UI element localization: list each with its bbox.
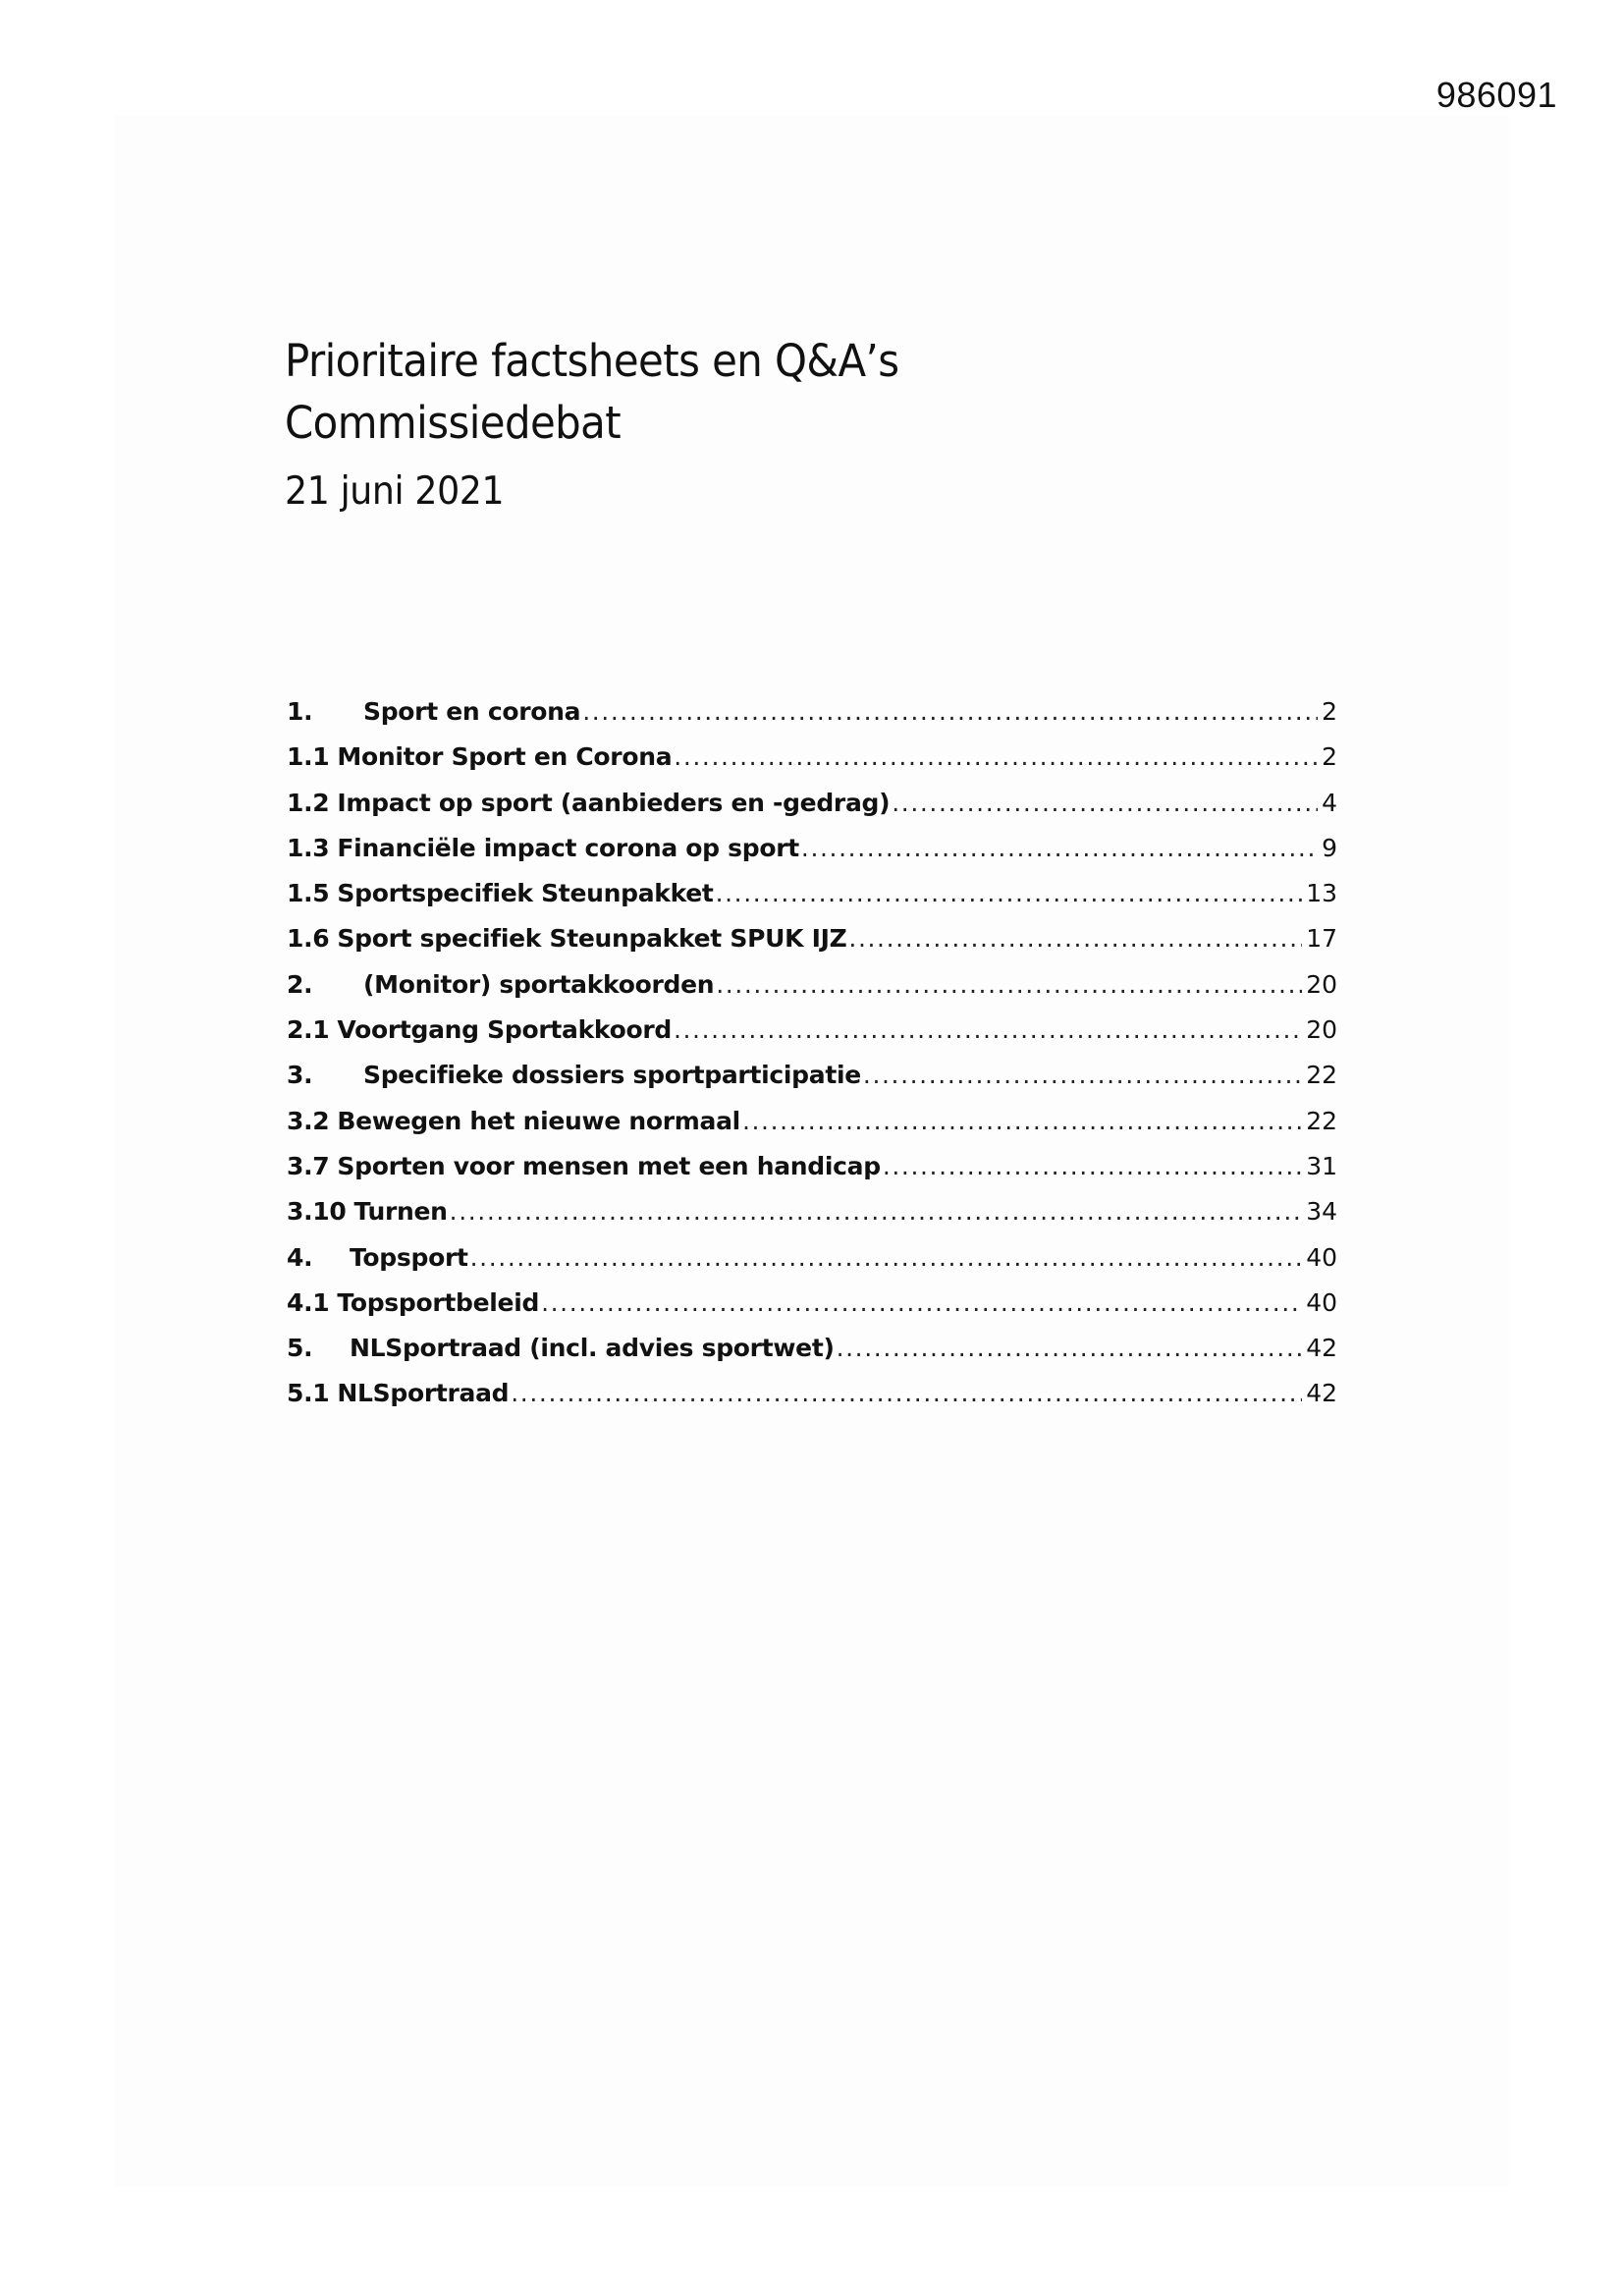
toc-entry-page: 22 xyxy=(1306,1061,1337,1090)
toc-entry-page: 20 xyxy=(1306,969,1337,999)
toc-entry-label: Sport en corona xyxy=(363,697,581,726)
table-of-contents xyxy=(287,689,1337,1417)
toc-entry-number: 3.2 xyxy=(287,1106,330,1135)
toc-entry-number: 1.2 xyxy=(287,788,330,817)
toc-entry-page: 22 xyxy=(1306,1106,1337,1135)
toc-dot-leader xyxy=(863,1053,1302,1098)
toc-dot-leader xyxy=(541,1281,1302,1326)
document-number: 986091 xyxy=(1435,75,1557,115)
toc-entry-page: 4 xyxy=(1322,788,1337,817)
toc-entry-number: 1.6 xyxy=(287,924,330,954)
toc-dot-leader xyxy=(716,871,1303,916)
toc-dot-leader xyxy=(582,689,1318,735)
toc-dot-leader xyxy=(674,1008,1302,1053)
toc-entry-number: 5.1 xyxy=(287,1379,330,1408)
toc-entry-number: 2. xyxy=(287,969,313,999)
toc-dot-leader xyxy=(470,1235,1303,1281)
toc-entry-page: 42 xyxy=(1306,1334,1337,1363)
toc-entry[interactable] xyxy=(287,1189,1337,1234)
toc-entry[interactable] xyxy=(287,1008,1337,1053)
toc-dot-leader xyxy=(716,962,1302,1008)
toc-entry-number: 2.1 xyxy=(287,1015,330,1045)
toc-dot-leader xyxy=(801,826,1318,871)
toc-entry[interactable] xyxy=(287,1099,1337,1144)
toc-entry[interactable] xyxy=(287,1281,1337,1326)
toc-entry-number: 4. xyxy=(287,1242,313,1272)
toc-entry[interactable] xyxy=(287,1371,1337,1416)
toc-dot-leader xyxy=(674,735,1318,780)
toc-entry-page: 40 xyxy=(1306,1242,1337,1272)
toc-entry-number: 1. xyxy=(287,697,313,726)
toc-dot-leader xyxy=(892,781,1318,826)
toc-entry-label: Specifieke dossiers sportparticipatie xyxy=(363,1061,861,1090)
toc-dot-leader xyxy=(848,916,1302,961)
toc-entry-label: Impact op sport (aanbieders en -gedrag) xyxy=(337,788,891,817)
toc-entry[interactable] xyxy=(287,871,1337,916)
toc-entry[interactable] xyxy=(287,962,1337,1008)
toc-entry-label: Turnen xyxy=(353,1197,448,1227)
title-line-2: Commissiedebat xyxy=(285,397,622,449)
toc-entry-page: 42 xyxy=(1306,1379,1337,1408)
toc-entry[interactable] xyxy=(287,916,1337,961)
toc-entry-label: Financiële impact corona op sport xyxy=(337,833,799,862)
toc-entry-page: 31 xyxy=(1306,1151,1337,1180)
toc-entry-page: 17 xyxy=(1306,924,1337,954)
title-block xyxy=(285,330,1267,517)
toc-dot-leader xyxy=(511,1371,1302,1416)
toc-entry-page: 2 xyxy=(1322,742,1337,772)
toc-entry-page: 2 xyxy=(1322,697,1337,726)
toc-entry-number: 1.5 xyxy=(287,879,330,908)
toc-entry-number: 1.1 xyxy=(287,742,330,772)
toc-entry-number: 3.10 xyxy=(287,1197,347,1227)
toc-dot-leader xyxy=(883,1144,1302,1189)
toc-entry-label: Topsport xyxy=(350,1242,468,1272)
title-line-1: Prioritaire factsheets en Q&A’s xyxy=(285,335,899,387)
toc-entry[interactable] xyxy=(287,735,1337,780)
toc-entry-number: 5. xyxy=(287,1334,313,1363)
toc-entry-page: 13 xyxy=(1306,879,1337,908)
toc-entry-label: Bewegen het nieuwe normaal xyxy=(337,1106,740,1135)
toc-entry-number: 3. xyxy=(287,1061,313,1090)
toc-entry-label: NLSportraad xyxy=(337,1379,510,1408)
toc-dot-leader xyxy=(450,1189,1303,1234)
toc-dot-leader xyxy=(837,1326,1303,1371)
toc-entry[interactable] xyxy=(287,1144,1337,1189)
document-date: 21 juni 2021 xyxy=(285,469,505,514)
toc-entry-page: 20 xyxy=(1306,1015,1337,1045)
toc-dot-leader xyxy=(742,1099,1302,1144)
toc-entry[interactable] xyxy=(287,826,1337,871)
document-title xyxy=(285,330,1198,454)
toc-entry-page: 40 xyxy=(1306,1287,1337,1317)
toc-entry[interactable] xyxy=(287,689,1337,735)
toc-entry-label: NLSportraad (incl. advies sportwet) xyxy=(350,1334,835,1363)
toc-entry[interactable] xyxy=(287,1326,1337,1371)
toc-entry-label: Sporten voor mensen met een handicap xyxy=(337,1151,881,1180)
toc-entry-number: 4.1 xyxy=(287,1287,330,1317)
toc-entry-number: 1.3 xyxy=(287,833,330,862)
toc-entry-label: Sportspecifiek Steunpakket xyxy=(337,879,714,908)
toc-entry[interactable] xyxy=(287,781,1337,826)
toc-entry-label: Voortgang Sportakkoord xyxy=(337,1015,672,1045)
toc-entry-page: 9 xyxy=(1322,833,1337,862)
toc-entry-label: (Monitor) sportakkoorden xyxy=(363,969,715,999)
toc-entry-page: 34 xyxy=(1306,1197,1337,1227)
toc-entry-label: Sport specifiek Steunpakket SPUK IJZ xyxy=(337,924,847,954)
toc-entry-number: 3.7 xyxy=(287,1151,330,1180)
toc-entry[interactable] xyxy=(287,1235,1337,1281)
toc-entry-label: Topsportbeleid xyxy=(337,1287,540,1317)
toc-entry-label: Monitor Sport en Corona xyxy=(337,742,673,772)
toc-entry[interactable] xyxy=(287,1053,1337,1098)
